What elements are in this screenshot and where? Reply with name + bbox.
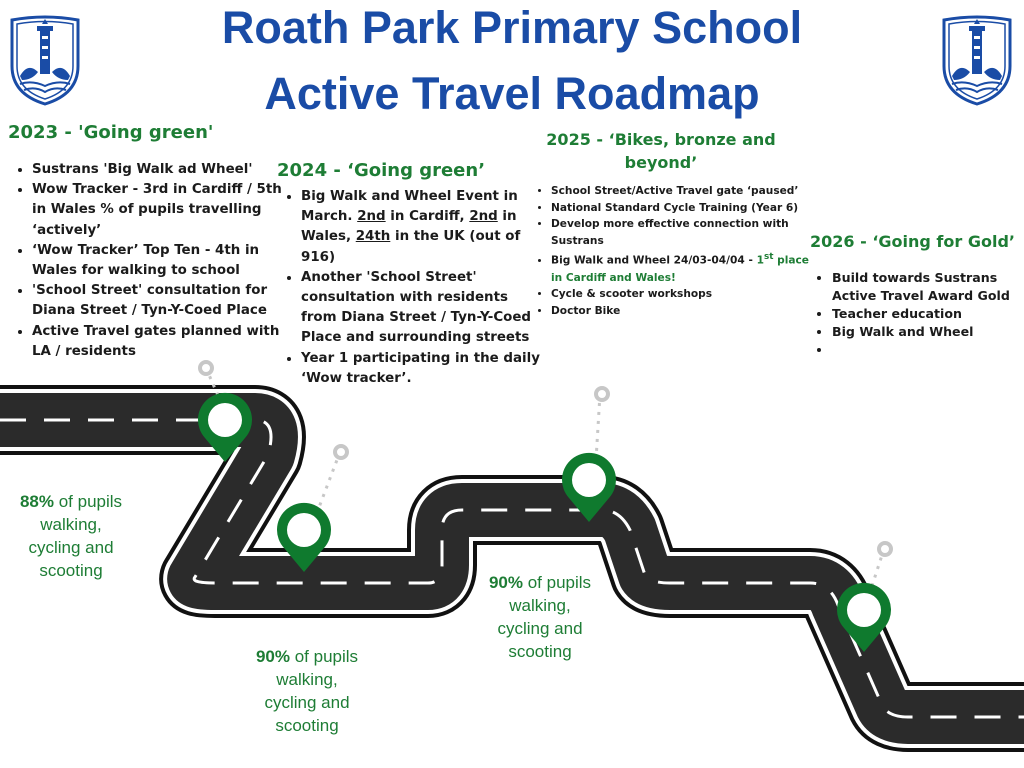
milestone-2026-heading: 2026 - ‘Going for Gold’ bbox=[810, 232, 1015, 251]
stat-percent: 90% bbox=[255, 647, 290, 666]
list-item: • 'School Street' consultation for Diana Street / Tyn-Y-Coed Place bbox=[32, 281, 294, 321]
rank-wales: 2nd bbox=[469, 209, 498, 225]
list-item: • Another 'School Street' consultation with residents from Diana Street / Tyn-Y-Coed Place and surrounding streets bbox=[301, 268, 541, 349]
list-item: • Doctor Bike bbox=[551, 303, 823, 320]
list-item-text: Big Walk and Wheel Event in March. bbox=[301, 189, 518, 225]
list-item: • School Street/Active Travel gate ‘paused’ bbox=[551, 183, 823, 200]
page-subtitle: Active Travel Roadmap bbox=[264, 68, 760, 119]
list-item: • Big Walk and Wheel bbox=[832, 323, 1024, 341]
page-title: Roath Park Primary School bbox=[221, 2, 803, 53]
stat-percent: 88% bbox=[19, 492, 54, 511]
list-item: • Teacher education bbox=[832, 305, 1024, 323]
stat-label: walking, cycling and scooting bbox=[264, 670, 350, 735]
highlight-text: place in Cardiff and Wales! bbox=[551, 254, 809, 284]
highlight-text: 1 bbox=[756, 254, 764, 267]
rank-cardiff: 2nd bbox=[357, 209, 386, 225]
stat-2025 bbox=[463, 571, 617, 663]
highlight-superscript: st bbox=[763, 252, 774, 263]
list-item-text: in Cardiff, bbox=[385, 209, 470, 225]
stat-label: of pupils bbox=[53, 492, 123, 511]
list-item: • Sustrans 'Big Walk ad Wheel' bbox=[32, 160, 294, 180]
list-item-text: in the UK (out of 916) bbox=[301, 229, 521, 265]
list-item bbox=[301, 187, 541, 268]
milestone-2023-heading: 2023 - 'Going green' bbox=[8, 122, 214, 143]
stat-label: walking, cycling and scooting bbox=[28, 515, 114, 580]
list-item: • Active Travel gates planned with LA / residents bbox=[32, 322, 294, 362]
stat-percent: 90% bbox=[488, 573, 523, 592]
list-item: • ‘Wow Tracker’ Top Ten - 4th in Wales for walking to school bbox=[32, 241, 294, 281]
road bbox=[0, 420, 1024, 717]
list-item-text: Big Walk and Wheel 24/03-04/04 - bbox=[551, 254, 757, 267]
stat-label: walking, cycling and scooting bbox=[497, 596, 583, 661]
milestone-2026-list bbox=[814, 269, 1024, 359]
stat-2024 bbox=[230, 645, 384, 737]
list-item bbox=[551, 249, 823, 286]
stat-label: of pupils bbox=[289, 647, 359, 666]
stat-2023 bbox=[0, 490, 142, 582]
milestone-2025-heading: 2025 - ‘Bikes, bronze and beyond’ bbox=[546, 130, 776, 172]
milestone-2023-list bbox=[14, 160, 294, 362]
list-item-text: in Wales, bbox=[301, 209, 517, 245]
milestone-2024-heading: 2024 - ‘Going green’ bbox=[277, 160, 486, 181]
list-item: • Build towards Sustrans Active Travel Award Gold bbox=[832, 269, 1024, 305]
milestone-2024-list bbox=[283, 187, 541, 389]
list-item bbox=[832, 341, 1024, 359]
milestone-2025-list bbox=[533, 183, 823, 319]
list-item: • Wow Tracker - 3rd in Cardiff / 5th in Wales % of pupils travelling ‘actively’ bbox=[32, 180, 294, 241]
list-item: • Cycle & scooter workshops bbox=[551, 286, 823, 303]
list-item: • Develop more effective connection with Sustrans bbox=[551, 216, 823, 249]
list-item: • Year 1 participating in the daily ‘Wow tracker’. bbox=[301, 349, 541, 389]
list-item: • National Standard Cycle Training (Year 6) bbox=[551, 200, 823, 217]
rank-uk: 24th bbox=[355, 229, 391, 245]
stat-label: of pupils bbox=[522, 573, 592, 592]
